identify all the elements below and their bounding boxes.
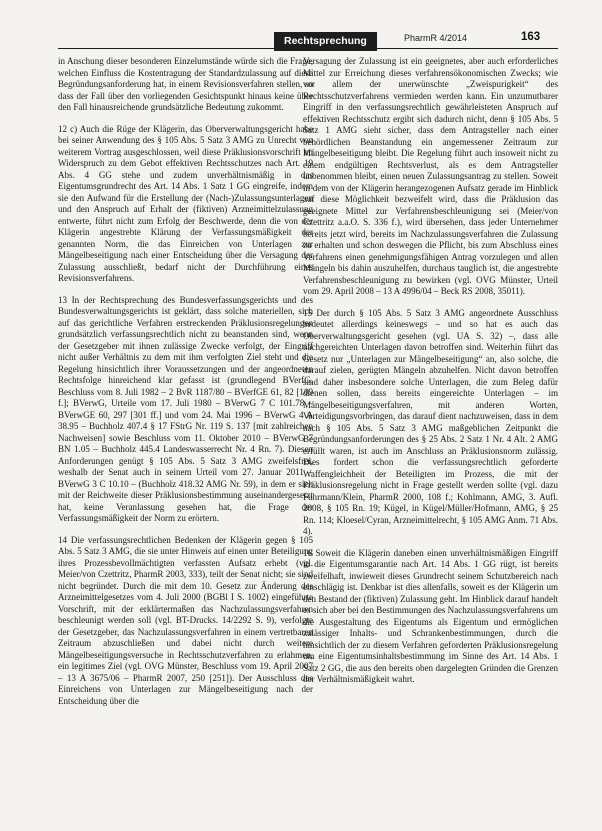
section-label: Rechtsprechung (274, 32, 377, 51)
left-column (58, 56, 313, 708)
page-number: 163 (521, 31, 541, 43)
journal-reference: PharmR 4/2014 (404, 33, 468, 43)
paragraph: 14 Die verfassungsrechtlichen Bedenken der Klägerin gegen § 105 Abs. 5 Satz 3 AMG, die sie unter Hinweis auf einen unter Beteiligung ihres Prozessbevollmächtigten verfassten Aufsatz erhebt (vgl. Meier/von Czettritz, PharmR 2003, 333), teilt der Senat nicht; sie sind nicht begründet. Durch die mit dem 10. Gesetz zur Änderung des Arzneimittelgesetzes vom 4. Juli 2000 (BGBl I S. 1002) eingeführte Vorschrift, mit der erklärtermaßen das Nachzulassungsverfahren beschleunigt werden soll (vgl. BT-Drucks. 14/2292 S. 9), verfolgte der Gesetzgeber, das Nachzulassungsverfahren in einem vertretbaren Zeitraum abzuschließen und dabei nicht durch weitere Mängelbeseitigungsversuche in Rechtsschutzverfahren zu erlahmen, ein legitimes Ziel (vgl. OVG Münster, Beschluss vom 19. April 2007 – 13 A 3675/06 – PharmR 2007, 250 [251]). Der Ausschluss des Einreichens von Unterlagen zur Mängelbeseitigung nach der Entscheidung über die (58, 534, 313, 706)
paragraph: 12 c) Auch die Rüge der Klägerin, das Oberverwaltungsgericht habe bei seiner Anwendung des § 105 Abs. 5 Satz 3 AMG zu Unrecht von weiterem Vortrag ausgeschlossen, weil diese Präklusionsvorschrift im Widerspruch zu dem Gebot effektiven Rechtsschutzes nach Art. 19 Abs. 4 GG stehe und zudem unverhältnismäßig in das Eigentumsgrundrecht des Art. 14 Abs. 1 Satz 1 GG eingreife, indem sie den Aufwand für die Erstellung der (Nach-)Zulassungsunterlagen und den Anspruch auf Erhalt der (fiktiven) Arzneimittelzulassung entwerte, führt nicht zum Erfolg der Beschwerde, denn die von der Klägerin angestrebte Klärung der Verfassungsmäßigkeit der genannten Norm, die das Einreichen von Unterlagen zur Mängelbeseitigung nach einer Entscheidung über die Versagung der Zulassung ausschließt, bedarf nicht der Durchführung eines Revisionsverfahrens. (58, 123, 313, 283)
paragraph: Versagung der Zulassung ist ein geeignetes, aber auch erforderliches Mittel zur Erreichung dieses verfahrensökonomischen Zwecks; wie vor allem der unerwünschte „Zweispurigkeit“ des Rechtsschutzverfahrens vermieden werden kann. Ein unzumutbarer Eingriff in den verfassungsrechtlich gewährleisteten Anspruch auf effektiven Rechtsschutz ergibt sich dadurch nicht, denn § 105 Abs. 5 Satz 1 AMG sieht sicher, dass dem Antragsteller nach einer behördlichen Beanstandung ein angemessener Zeitraum zur Mängelbeseitigung bleibt. Die Regelung führt auch insoweit nicht zu einem endgültigen Rechtsverlust, als es dem Antragsteller unbenommen bleibt, einen neuen Zulassungsantrag zu stellen. Soweit in dem von der Klägerin herangezogenen Aufsatz gerade im Hinblick auf diese Möglichkeit bezweifelt wird, dass die Präklusion das geeignete Mittel zur Verfahrensbeschleunigung sei (Meier/von Czettritz a.a.O. S. 336 f.), wird übersehen, dass jeder Unternehmer bereits jetzt wird, bereits im Nachzulassungsverfahren die Zulassung zu erhalten und schon deswegen die Pflicht, bis zum Abschluss eines Verfahrens einen genehmigungsfähigen Antrag vorzulegen und allen Mängeln bis dahin auszuhelfen, durchaus tauglich ist, die angestrebte Verfahrensbeschleunigung zu bewirken (vgl. OVG Münster, Urteil vom 29. April 2008 – 13 A 4996/04 – Beck RS 2008, 35011). (303, 56, 558, 296)
paragraph: in Anschung dieser besonderen Einzelumstände würde sich die Frage, welchen Einfluss die Kostentragung der Standardzulassung auf diese Begründungsanforderung hat, in einem Revisionsverfahren stellen, so dass der Fall über den vorliegenden Gesichtspunkt hinaus keine über den Fall hinausreichende grundsätzliche Bedeutung zukommt. (58, 56, 313, 112)
paragraph: 16 Soweit die Klägerin daneben einen unverhältnismäßigen Eingriff in die Eigentumsgarantie nach Art. 14 Abs. 1 GG rügt, ist bereits zweifelhaft, inwieweit dieses Grundrecht seinem Schutzbereich nach einschlägig ist. Denkbar ist dies allenfalls, soweit es der Klägerin um den Bestand der (fiktiven) Zulassung geht. Im Hinblick darauf handelt es sich aber bei den Bestimmungen des Nachzulassungsverfahrens um die Ausgestaltung des Eigentums als Eigentum und ermöglichen zulässiger Inhalts- und Schrankenbestimmungen, durch die hinsichtlich der zu diesem Verfahren geforderten Präklusionsregelung um eine Eigentumsinhaltsbestimmung im Sinne des Art. 14 Abs. 1 Satz 2 GG, die aus den bereits oben dargelegten Gründen die Grenzen der Verhältnismäßigkeit wahrt. (303, 547, 558, 684)
paragraph: 15 Der durch § 105 Abs. 5 Satz 3 AMG angeordnete Ausschluss bedeutet allerdings keineswegs – und so hat es auch das Oberverwaltungsgericht gesehen (vgl. UA S. 32) –, dass alle nachgereichten Unterlagen davon betroffen sind. Weiterhin führt das Gesetz nur „Unterlagen zur Mängelbeseitigung“ an, also solche, die darauf zielen, gerügten Mängeln abzuhelfen. Nicht davon betroffen sind daher insbesondere solche Unterlagen, die zum Beleg dafür dienen sollen, dass bereits eingereichte Unterlagen – im Mängelbeseitigungsverfahren, mit anderen Worten, Verteidigungsvorbringen, das darauf dient nachzuweisen, dass in dem nach § 105 Abs. 5 Satz 3 AMG maßgeblichen Zeitpunkt die Begründungsanforderungen des § 25 Abs. 2 Satz 1 Nr. 4 Alt. 2 AMG erfüllt waren, ist auch im Anschluss an Präklusionsnorm zulässig. Dies fordert schon die verfassungsrechtlich geforderte Waffengleichheit der Beteiligten im Prozess, die mit der Präklusionsregelung nicht in Frage gestellt werden sollte (vgl. dazu Fuhrmann/Klein, PharmR 2000, 108 f.; Kohlmann, AMG, 3. Aufl. 2008, § 105 Rn. 19; Kügel, in Kügel/Müller/Hofmann, AMG, § 25 Rn. 114; Kloesel/Cyran, Arzneimittelrecht, § 105 AMG Anm. 71 Abs. 4). (303, 307, 558, 536)
right-column (303, 56, 558, 687)
paragraph: 13 In der Rechtsprechung des Bundesverfassungsgerichts und des Bundesverwaltungsgerichts ist geklärt, dass solche materiellen, sich auf das gerichtliche Verfahren erstreckenden Präklusionsregelungen grundsätzlich verfassungsrechtlich nicht zu beanstanden sind, wenn der Gesetzgeber mit ihnen zulässige Zwecke verfolgt, der Eingriff nicht außer Verhältnis zu dem mit ihm verfolgten Ziel steht und die Regelung hinsichtlich ihrer Voraussetzungen und der angeordneten Rechtsfolge hinreichend klar gefasst ist (grundlegend BVerfG, Beschluss vom 8. Juli 1982 – 2 BvR 1187/80 – BVerfGE 61, 82 [109 f.]; BVerwG, Urteile vom 17. Juli 1980 – BVerwG 7 C 101.78 – BVerwGE 60, 297 [301 ff.] und vom 24. Mai 1996 – BVerwG 4 A 38.95 – Buchholz 407.4 § 17 FStrG Nr. 119 S. 137 [mit zahlreichen Nachweisen] sowie Beschluss vom 11. Oktober 2010 – BVerwG 7 BN 1.05 – Buchholz 445.4 Landeswasserrecht Nr. 4 Rn. 7). Diesen Anforderungen genügt § 105 Abs. 5 Satz 3 AMG zweifelsfrei, weshalb der Senat auch in seinem Urteil vom 27. Januar 2011 – BVerwG 3 C 10.10 – (Buchholz 418.32 AMG Nr. 59), in dem er sich mit der Reichweite dieser Präklusionsbestimmung auseinandergesetzt hat, keine Veranlassung gesehen hat, die Frage der Verfassungsmäßigkeit der Norm zu erörtern. (58, 294, 313, 523)
page-header (0, 26, 602, 48)
